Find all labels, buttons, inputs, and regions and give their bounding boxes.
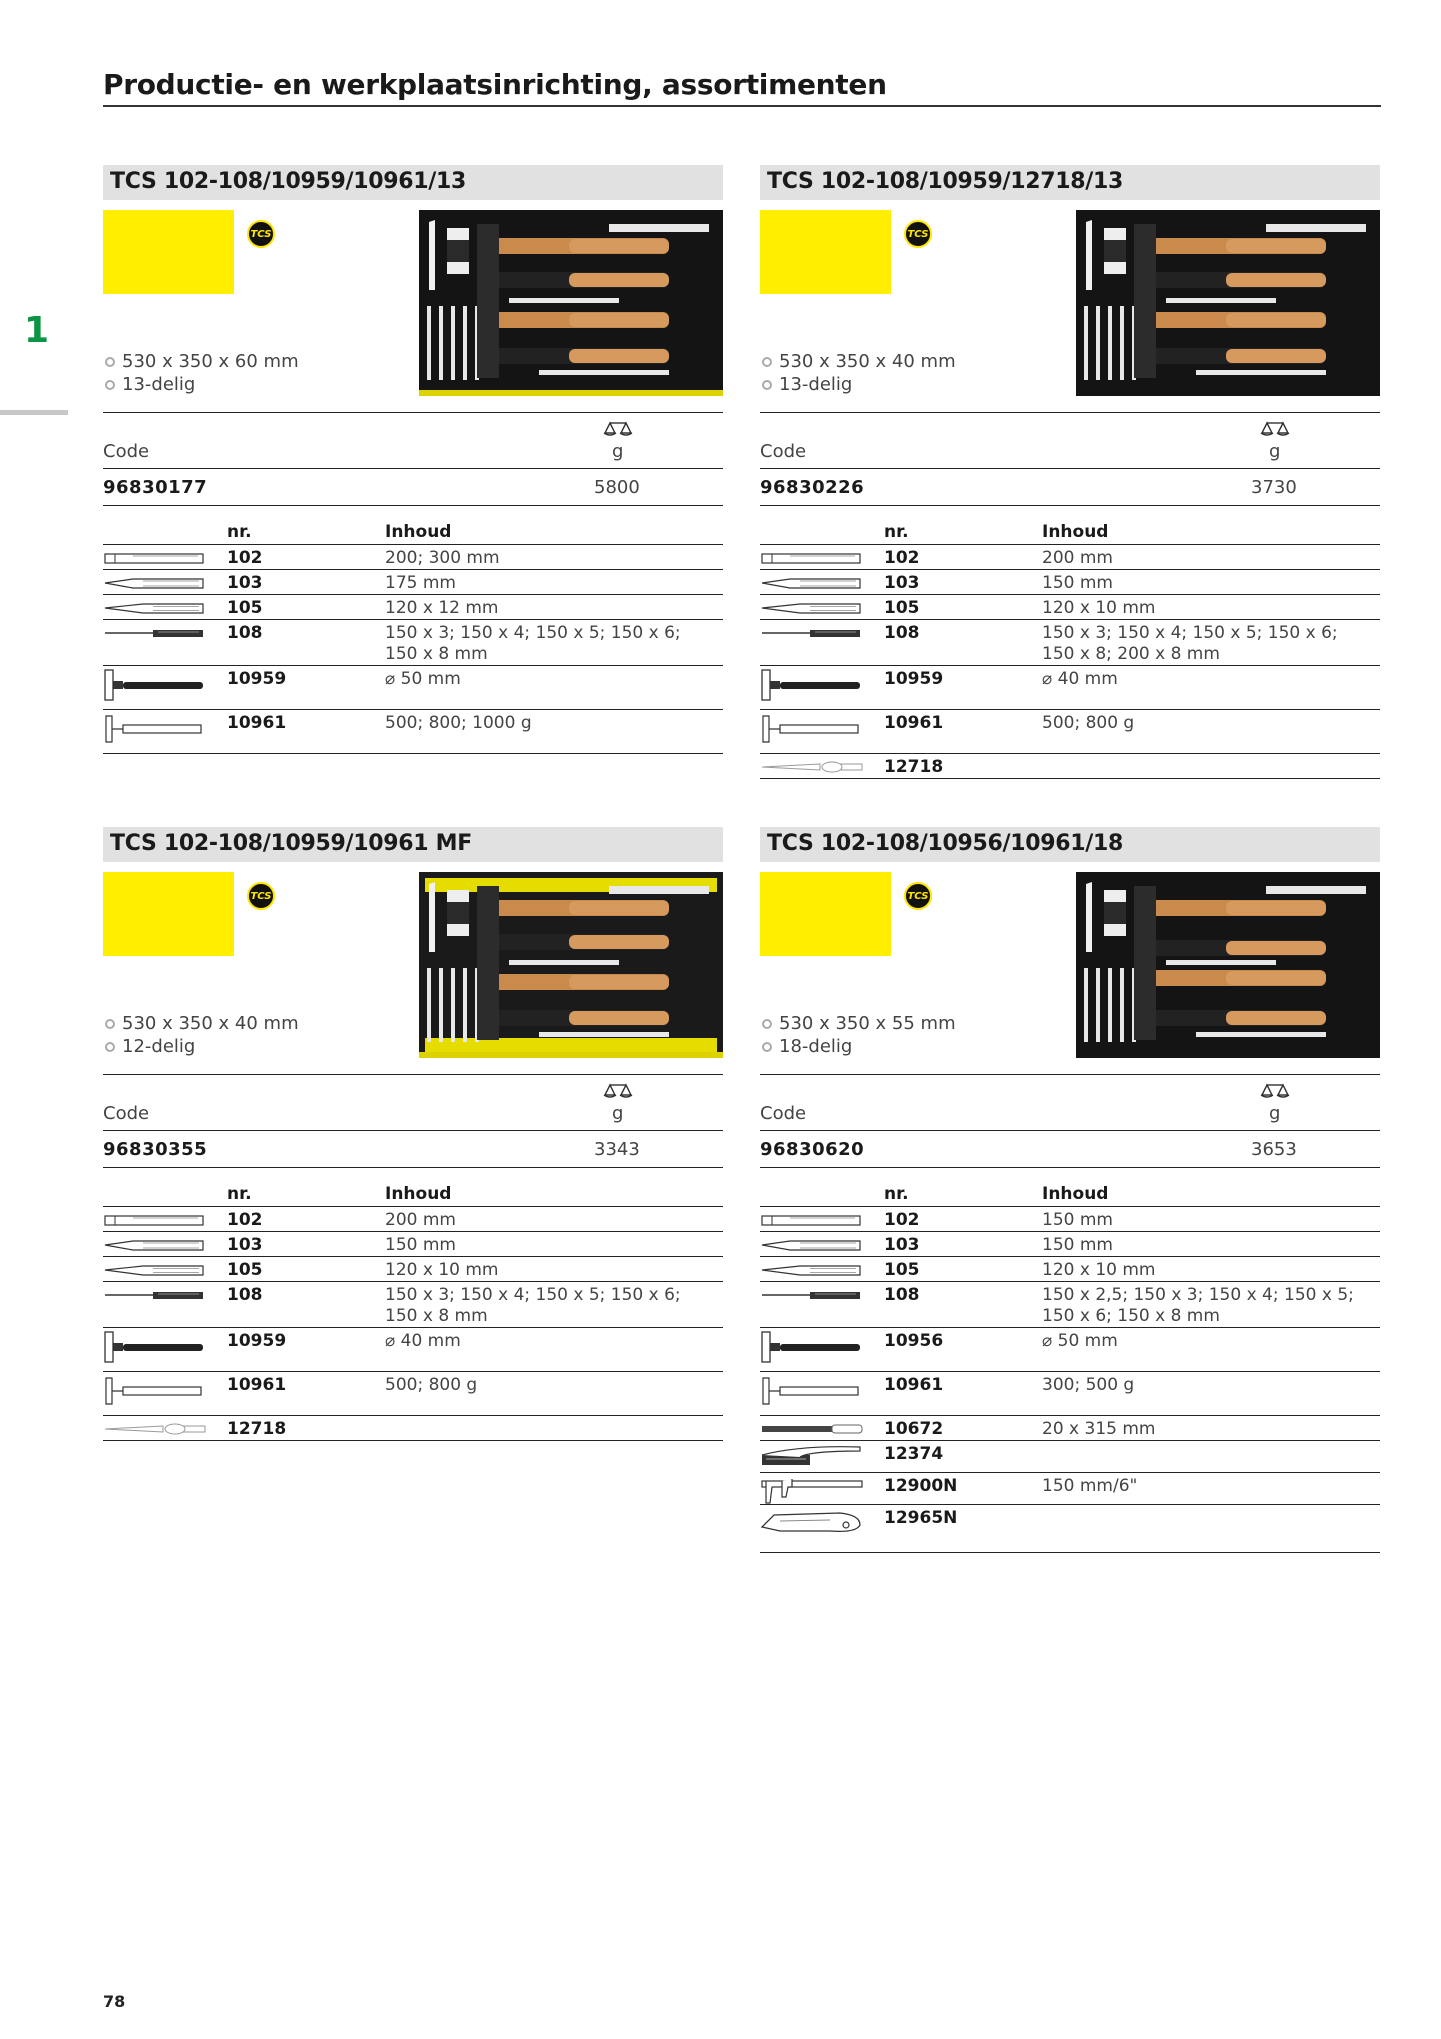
item-number: 10961 <box>227 713 287 733</box>
item-number: 102 <box>227 1210 263 1230</box>
bullet-icon <box>762 1019 772 1029</box>
table-row <box>103 1416 723 1441</box>
page-number: 78 <box>103 1992 126 2011</box>
code-row <box>760 1131 1380 1168</box>
item-contents: 150 mm <box>385 1235 456 1255</box>
column-nr: nr. <box>884 522 909 542</box>
dimensions-value: 530 x 350 x 55 mm <box>779 1013 956 1034</box>
column-nr: nr. <box>227 522 252 542</box>
yellow-marker <box>760 872 891 956</box>
contents-table-header <box>760 1182 1380 1207</box>
scale-icon <box>1259 419 1291 437</box>
article-code: 96830620 <box>760 1139 865 1160</box>
contents-table-header <box>103 520 723 545</box>
item-number: 12718 <box>227 1419 287 1439</box>
chapter-number: 1 <box>24 310 50 351</box>
item-number: 10959 <box>884 669 944 689</box>
bullet-icon <box>105 1042 115 1052</box>
table-row <box>103 1207 723 1232</box>
product-tray-image <box>1076 872 1380 1058</box>
item-contents: 150 x 3; 150 x 4; 150 x 5; 150 x 6; 150 x 8 mm <box>385 623 681 664</box>
item-number: 105 <box>884 598 920 618</box>
scale-icon <box>602 419 634 437</box>
spec-list <box>103 1012 299 1058</box>
table-row <box>760 1257 1380 1282</box>
column-nr: nr. <box>884 1184 909 1204</box>
item-contents: 150 mm <box>1042 1210 1113 1230</box>
soft-face-hammer-icon <box>103 668 207 702</box>
page-title: Productie- en werkplaatsinrichting, assortimenten <box>103 68 1381 107</box>
item-number: 105 <box>227 598 263 618</box>
spec-dimensions <box>760 350 956 373</box>
soft-face-hammer-icon <box>760 1330 864 1364</box>
block-title: TCS 102-108/10956/10961/18 <box>760 827 1380 862</box>
spec-dimensions <box>103 350 299 373</box>
machinist-hammer-icon <box>760 712 864 746</box>
code-header <box>760 412 1380 469</box>
table-row <box>103 545 723 570</box>
code-header <box>760 1074 1380 1131</box>
item-number: 102 <box>884 1210 920 1230</box>
item-contents: 200 mm <box>1042 548 1113 568</box>
item-number: 12965N <box>884 1508 958 1528</box>
cross-cut-chisel-icon <box>760 572 864 594</box>
tcs-badge-icon: TCS <box>247 882 275 910</box>
item-contents: ⌀ 40 mm <box>1042 669 1118 689</box>
table-row <box>760 1207 1380 1232</box>
chisel-holder-icon <box>103 1418 207 1440</box>
weight-unit: g <box>612 441 624 462</box>
tcs-badge-icon: TCS <box>247 220 275 248</box>
pieces-value: 13-delig <box>122 374 196 395</box>
item-number: 105 <box>227 1260 263 1280</box>
weight-value: 3653 <box>1251 1139 1297 1160</box>
soft-face-hammer-icon <box>103 1330 207 1364</box>
block-overview <box>103 200 723 412</box>
pin-punch-icon <box>760 622 864 644</box>
table-row <box>760 754 1380 779</box>
weight-value: 3343 <box>594 1139 640 1160</box>
table-row <box>103 620 723 666</box>
table-row <box>760 1416 1380 1441</box>
table-row <box>103 595 723 620</box>
column-inhoud: Inhoud <box>1042 522 1109 542</box>
table-row <box>760 710 1380 754</box>
column-inhoud: Inhoud <box>385 522 452 542</box>
item-number: 108 <box>227 623 263 643</box>
table-row <box>760 666 1380 710</box>
flat-chisel-icon <box>103 1209 207 1231</box>
table-row <box>103 666 723 710</box>
item-contents: 500; 800; 1000 g <box>385 713 532 733</box>
cross-cut-chisel-icon <box>103 572 207 594</box>
flat-chisel-icon <box>760 1209 864 1231</box>
bullet-icon <box>762 357 772 367</box>
code-label: Code <box>103 441 150 462</box>
code-row <box>760 469 1380 506</box>
item-number: 12900N <box>884 1476 958 1496</box>
item-contents: 120 x 10 mm <box>1042 598 1156 618</box>
pin-punch-icon <box>103 1284 207 1306</box>
code-row <box>103 469 723 506</box>
yellow-marker <box>760 210 891 294</box>
bullet-icon <box>105 380 115 390</box>
dimensions-value: 530 x 350 x 60 mm <box>122 351 299 372</box>
utility-knife-icon <box>760 1507 864 1537</box>
code-row <box>103 1131 723 1168</box>
item-number: 108 <box>227 1285 263 1305</box>
item-contents: 120 x 12 mm <box>385 598 499 618</box>
flat-chisel-icon <box>103 547 207 569</box>
item-number: 108 <box>884 623 920 643</box>
soft-face-hammer-icon <box>760 668 864 702</box>
table-row <box>760 620 1380 666</box>
yellow-marker <box>103 210 234 294</box>
chapter-tab-bar <box>0 410 68 415</box>
product-tray-image <box>419 210 723 396</box>
table-row <box>760 570 1380 595</box>
item-number: 10961 <box>884 1375 944 1395</box>
spec-pieces <box>760 1035 956 1058</box>
contents-table <box>103 1182 723 1441</box>
code-label: Code <box>760 1103 807 1124</box>
centre-punch-icon <box>103 1259 207 1281</box>
item-number: 10959 <box>227 1331 287 1351</box>
flat-chisel-icon <box>760 547 864 569</box>
spec-pieces <box>760 373 956 396</box>
weight-unit: g <box>612 1103 624 1124</box>
code-header <box>103 1074 723 1131</box>
yellow-marker <box>103 872 234 956</box>
contents-table-header <box>760 520 1380 545</box>
weight-value: 3730 <box>1251 477 1297 498</box>
pieces-value: 12-delig <box>122 1036 196 1057</box>
product-tray-image <box>419 872 723 1058</box>
table-row <box>760 1232 1380 1257</box>
bullet-icon <box>762 1042 772 1052</box>
item-number: 105 <box>884 1260 920 1280</box>
spec-pieces <box>103 373 299 396</box>
contents-table-header <box>103 1182 723 1207</box>
item-number: 103 <box>227 1235 263 1255</box>
weight-unit: g <box>1269 1103 1281 1124</box>
product-block <box>760 827 1380 1553</box>
file-icon <box>760 1418 864 1440</box>
table-row <box>760 1282 1380 1328</box>
item-contents: 120 x 10 mm <box>1042 1260 1156 1280</box>
table-row <box>760 595 1380 620</box>
article-code: 96830226 <box>760 477 865 498</box>
item-number: 103 <box>884 1235 920 1255</box>
block-overview <box>760 200 1380 412</box>
item-number: 12374 <box>884 1444 944 1464</box>
item-contents: ⌀ 40 mm <box>385 1331 461 1351</box>
spec-dimensions <box>103 1012 299 1035</box>
table-row <box>760 1441 1380 1473</box>
item-contents: ⌀ 50 mm <box>1042 1331 1118 1351</box>
item-number: 12718 <box>884 757 944 777</box>
contents-table <box>760 520 1380 779</box>
caliper-icon <box>760 1475 864 1505</box>
spec-list <box>760 1012 956 1058</box>
block-title: TCS 102-108/10959/10961 MF <box>103 827 723 862</box>
item-contents: 200 mm <box>385 1210 456 1230</box>
scale-icon <box>1259 1081 1291 1099</box>
item-number: 102 <box>884 548 920 568</box>
tcs-badge-icon: TCS <box>904 220 932 248</box>
machinist-hammer-icon <box>103 712 207 746</box>
dimensions-value: 530 x 350 x 40 mm <box>122 1013 299 1034</box>
table-row <box>760 1372 1380 1416</box>
block-title: TCS 102-108/10959/10961/13 <box>103 165 723 200</box>
item-contents: 120 x 10 mm <box>385 1260 499 1280</box>
column-nr: nr. <box>227 1184 252 1204</box>
table-row <box>103 1257 723 1282</box>
pin-punch-icon <box>760 1284 864 1306</box>
item-number: 10961 <box>227 1375 287 1395</box>
item-contents: 150 mm <box>1042 1235 1113 1255</box>
table-row <box>103 1282 723 1328</box>
item-contents: 500; 800 g <box>385 1375 478 1395</box>
product-block <box>103 827 723 1441</box>
table-row <box>103 710 723 754</box>
spec-list <box>103 350 299 396</box>
item-number: 103 <box>884 573 920 593</box>
bullet-icon <box>105 1019 115 1029</box>
bullet-icon <box>105 357 115 367</box>
table-row <box>760 1505 1380 1553</box>
contents-table <box>760 1182 1380 1553</box>
item-number: 10672 <box>884 1419 944 1439</box>
item-number: 103 <box>227 573 263 593</box>
table-row <box>103 1328 723 1372</box>
column-inhoud: Inhoud <box>385 1184 452 1204</box>
scale-icon <box>602 1081 634 1099</box>
item-contents: 150 x 3; 150 x 4; 150 x 5; 150 x 6; 150 x 8; 200 x 8 mm <box>1042 623 1338 664</box>
item-contents: 175 mm <box>385 573 456 593</box>
bullet-icon <box>762 380 772 390</box>
article-code: 96830355 <box>103 1139 208 1160</box>
spec-list <box>760 350 956 396</box>
item-number: 102 <box>227 548 263 568</box>
centre-punch-icon <box>760 597 864 619</box>
pin-punch-icon <box>103 622 207 644</box>
table-row <box>760 1473 1380 1505</box>
machinist-hammer-icon <box>103 1374 207 1408</box>
centre-punch-icon <box>760 1259 864 1281</box>
product-tray-image <box>1076 210 1380 396</box>
item-number: 108 <box>884 1285 920 1305</box>
cross-cut-chisel-icon <box>103 1234 207 1256</box>
table-row <box>103 1372 723 1416</box>
item-contents: 150 mm <box>1042 573 1113 593</box>
contents-table <box>103 520 723 754</box>
pieces-value: 13-delig <box>779 374 853 395</box>
item-contents: 150 x 2,5; 150 x 3; 150 x 4; 150 x 5; 150 x 6; 150 x 8 mm <box>1042 1285 1354 1326</box>
code-header <box>103 412 723 469</box>
item-contents: 20 x 315 mm <box>1042 1419 1156 1439</box>
item-contents: ⌀ 50 mm <box>385 669 461 689</box>
dimensions-value: 530 x 350 x 40 mm <box>779 351 956 372</box>
item-number: 10959 <box>227 669 287 689</box>
centre-punch-icon <box>103 597 207 619</box>
code-label: Code <box>760 441 807 462</box>
item-contents: 150 mm/6" <box>1042 1476 1138 1496</box>
table-row <box>760 545 1380 570</box>
item-contents: 500; 800 g <box>1042 713 1135 733</box>
tcs-badge-icon: TCS <box>904 882 932 910</box>
column-inhoud: Inhoud <box>1042 1184 1109 1204</box>
code-label: Code <box>103 1103 150 1124</box>
item-contents: 150 x 3; 150 x 4; 150 x 5; 150 x 6; 150 x 8 mm <box>385 1285 681 1326</box>
weight-value: 5800 <box>594 477 640 498</box>
chisel-holder-icon <box>760 756 864 778</box>
item-contents: 200; 300 mm <box>385 548 500 568</box>
pieces-value: 18-delig <box>779 1036 853 1057</box>
block-title: TCS 102-108/10959/12718/13 <box>760 165 1380 200</box>
spec-pieces <box>103 1035 299 1058</box>
table-row <box>103 570 723 595</box>
cross-cut-chisel-icon <box>760 1234 864 1256</box>
spec-dimensions <box>760 1012 956 1035</box>
item-contents: 300; 500 g <box>1042 1375 1135 1395</box>
wire-brush-icon <box>760 1443 864 1469</box>
item-number: 10961 <box>884 713 944 733</box>
weight-unit: g <box>1269 441 1281 462</box>
product-block <box>760 165 1380 779</box>
table-row <box>760 1328 1380 1372</box>
product-block <box>103 165 723 754</box>
table-row <box>103 1232 723 1257</box>
article-code: 96830177 <box>103 477 208 498</box>
block-overview <box>103 862 723 1074</box>
item-number: 10956 <box>884 1331 944 1351</box>
machinist-hammer-icon <box>760 1374 864 1408</box>
block-overview <box>760 862 1380 1074</box>
